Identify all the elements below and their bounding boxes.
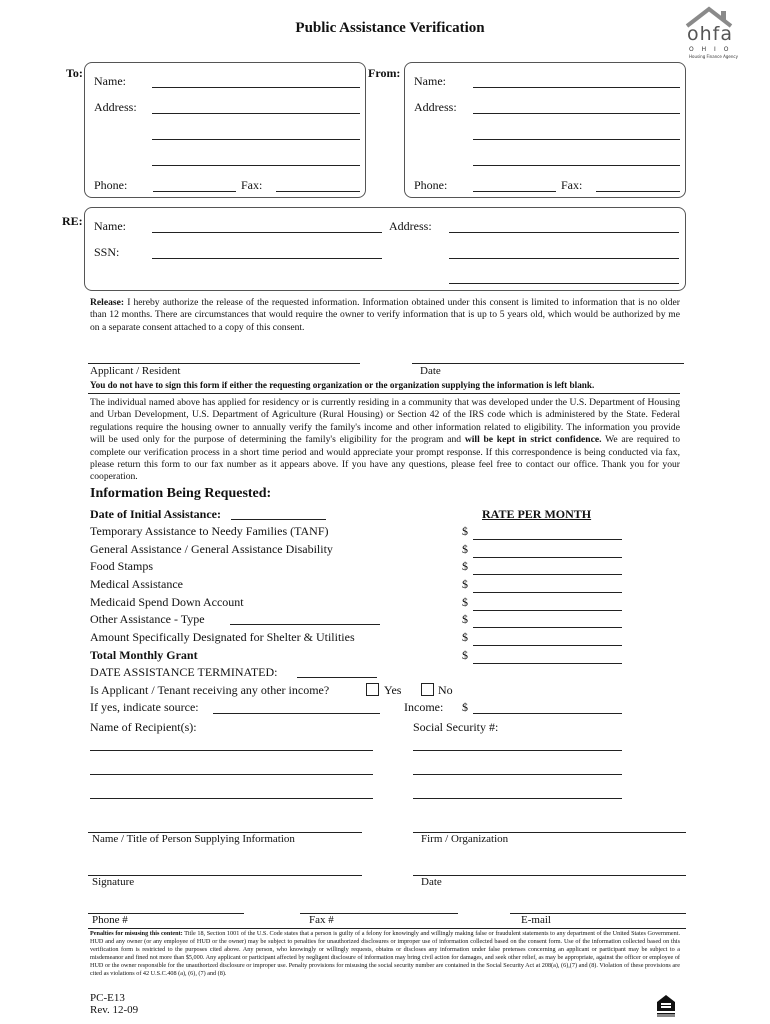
logo-agency: Housing Finance Agency [689, 54, 738, 59]
rate-field-other[interactable] [473, 627, 622, 628]
income-source-label: If yes, indicate source: [90, 700, 199, 714]
rate-dollar-1: $ [462, 524, 468, 538]
recipients-label: Name of Recipient(s): [90, 720, 197, 734]
applicant-signature-field[interactable] [88, 363, 360, 364]
to-fax-label: Fax: [241, 178, 263, 192]
applicant-date-field[interactable] [412, 363, 684, 364]
to-address-field-3[interactable] [152, 165, 360, 166]
re-address-field-2[interactable] [449, 258, 679, 259]
rate-header: RATE PER MONTH [482, 507, 592, 521]
re-address-field-3[interactable] [449, 283, 679, 284]
re-box [84, 207, 686, 291]
to-address-label: Address: [94, 100, 137, 114]
supplier-date-field[interactable] [413, 875, 686, 876]
intro-text-a: The individual named above has applied for residency or is currently residing in a community that was developed under the U.S. Department of Housing and Urban Development, U.S. Department of Agriculture (Rural Housing) or Section 42 of the IRS code which is administered by the State. Federal regulations require the housing owner to annually verify the family's income and other information related to eligibility. The information you provide will be used only for the purpose of determining the family's eligibility for the program and [90, 397, 680, 446]
info-heading: Information Being Requested: [90, 486, 272, 501]
supplier-fax-label: Fax # [309, 914, 334, 926]
to-name-label: Name: [94, 74, 126, 88]
rate-dollar-8: $ [462, 648, 468, 662]
rate-dollar-3: $ [462, 559, 468, 573]
rate-dollar-5: $ [462, 595, 468, 609]
recipient-ssn-field-1[interactable] [413, 750, 622, 751]
other-income-label: Is Applicant / Tenant receiving any other income? [90, 683, 330, 697]
release-paragraph [90, 297, 680, 334]
supplier-phone-label: Phone # [92, 914, 128, 926]
form-id: PC-E13 [90, 992, 125, 1004]
from-address-label: Address: [414, 100, 457, 114]
re-address-field-1[interactable] [449, 232, 679, 233]
rate-field-medical[interactable] [473, 592, 622, 593]
rate-dollar-4: $ [462, 577, 468, 591]
other-assistance-type-field[interactable] [230, 624, 380, 625]
supplier-signature-label: Signature [92, 876, 135, 888]
other-income-yes-checkbox[interactable] [366, 683, 379, 696]
intro-text-b: We are required to complete our verification process in a short time period and would appreciate your prompt response. If this correspondence is being conducted via fax, please return this form to our fax number as it appears above. If you have any questions, please feel free to contact our office. Thank you for your cooperation. [90, 434, 680, 483]
signature-notice: You do not have to sign this form if either the requesting organization or the organization supplying the information is left blank. [90, 380, 595, 390]
page-title: Public Assistance Verification [295, 20, 485, 36]
logo-state: O H I O [689, 46, 732, 53]
rate-dollar-6: $ [462, 612, 468, 626]
rate-field-general[interactable] [473, 557, 622, 558]
recipient-name-field-2[interactable] [90, 774, 373, 775]
release-label: Release: [90, 297, 125, 308]
from-fax-field[interactable] [596, 191, 680, 192]
other-income-no-checkbox[interactable] [421, 683, 434, 696]
date-terminated-field[interactable] [297, 677, 377, 678]
rate-field-food-stamps[interactable] [473, 574, 622, 575]
item-shelter-utilities: Amount Specifically Designated for Shelter & Utilities [90, 630, 355, 644]
from-address-field-2[interactable] [473, 139, 680, 140]
to-phone-label: Phone: [94, 178, 128, 192]
item-general-assistance: General Assistance / General Assistance Disability [90, 542, 333, 556]
notice-divider [88, 393, 680, 394]
supplier-email-label: E-mail [521, 914, 551, 926]
item-tanf: Temporary Assistance to Needy Families (TANF) [90, 524, 329, 538]
penalties-divider [88, 928, 686, 929]
intro-paragraph [90, 397, 680, 484]
item-medical-assistance: Medical Assistance [90, 577, 183, 591]
from-address-field-3[interactable] [473, 165, 680, 166]
date-initial-field[interactable] [231, 519, 326, 520]
penalties-paragraph [90, 930, 680, 979]
recipient-name-field-3[interactable] [90, 798, 373, 799]
date-terminated-label: DATE ASSISTANCE TERMINATED: [90, 665, 278, 679]
to-phone-field[interactable] [153, 191, 236, 192]
intro-text-bold: will be kept in strict confidence. [464, 434, 602, 446]
item-other-assistance: Other Assistance - Type [90, 612, 205, 626]
release-text: I hereby authorize the release of the requested information. Information obtained under this consent is limited to information that is no older than 12 months. There are circumstances that would require the owner to verify information that is up to 5 years old, which would be authorized by me on a separate consent attached to a copy of this consent. [90, 297, 680, 333]
applicant-label: Applicant / Resident [90, 365, 181, 377]
income-amount-label: Income: [404, 700, 444, 714]
from-label: From: [368, 66, 401, 80]
from-address-field-1[interactable] [473, 113, 680, 114]
other-income-no-label: No [438, 683, 453, 697]
form-revision: Rev. 12-09 [90, 1004, 139, 1016]
item-food-stamps: Food Stamps [90, 559, 154, 573]
re-label: RE: [62, 214, 83, 228]
re-ssn-field[interactable] [152, 258, 382, 259]
rate-dollar-2: $ [462, 542, 468, 556]
logo-wordmark: ohfa [687, 23, 733, 45]
rate-field-tanf[interactable] [473, 539, 622, 540]
re-ssn-label: SSN: [94, 245, 120, 259]
other-income-yes-label: Yes [384, 683, 402, 697]
to-label: To: [66, 66, 83, 80]
rate-dollar-7: $ [462, 630, 468, 644]
from-phone-label: Phone: [414, 178, 448, 192]
re-address-label: Address: [389, 219, 432, 233]
applicant-date-label: Date [420, 365, 441, 377]
income-source-field[interactable] [213, 713, 380, 714]
recipient-name-field-1[interactable] [90, 750, 373, 751]
supplier-firm-label: Firm / Organization [421, 833, 509, 845]
from-fax-label: Fax: [561, 178, 583, 192]
recipient-ssn-field-2[interactable] [413, 774, 622, 775]
rate-field-medicaid[interactable] [473, 610, 622, 611]
date-initial-label: Date of Initial Assistance: [90, 507, 221, 521]
from-phone-field[interactable] [473, 191, 556, 192]
item-total-monthly-grant: Total Monthly Grant [90, 648, 198, 662]
re-name-label: Name: [94, 219, 126, 233]
to-fax-field[interactable] [276, 191, 360, 192]
rate-field-shelter[interactable] [473, 645, 622, 646]
re-name-field[interactable] [152, 232, 382, 233]
to-address-field-1[interactable] [152, 113, 360, 114]
ohfa-logo [683, 6, 743, 62]
from-name-field[interactable] [473, 87, 680, 88]
item-medicaid-spend-down: Medicaid Spend Down Account [90, 595, 244, 609]
income-dollar: $ [462, 700, 468, 714]
recipient-ssn-field-3[interactable] [413, 798, 622, 799]
supplier-date-label: Date [421, 876, 442, 888]
to-name-field[interactable] [152, 87, 360, 88]
supplier-name-label: Name / Title of Person Supplying Information [92, 833, 295, 845]
penalties-text: Title 18, Section 1001 of the U.S. Code states that a person is guilty of a felony for knowingly and willingly making false or fraudulent statements to any department of the United States Government. HUD and any owner (or any employee of HUD or the owner) may be subject to penalties for unauthorized disclosures or improper use of information collected based on the consent form. Use of the information collected based on this verification form is restricted to the purposes cited above. Any person, who knowingly or willingly requests, obtains or discloses any information under false pretenses concerning an applicant or participant may be subject to a misdemeanor and fined not more than $5,000. Any applicant or participant affected by negligent disclosure of information may bring civil action for damages, and seek other relief, as may be appropriate, against the officer or employee of HUD or the owner responsible for the unauthorized disclosure or improper use. Penalty provisions for misusing the social security number are contained in the Social Security Act at 208(a), (6),(7) and (8). Violation of these provisions are cited as violations of 42 U.S.C.408 (a), (6), (7) and (8). [90, 930, 680, 978]
penalties-label: Penalties for misusing this content: [90, 930, 183, 937]
recipient-ssn-label: Social Security #: [413, 720, 499, 734]
to-address-field-2[interactable] [152, 139, 360, 140]
equal-housing-opportunity-icon [655, 993, 677, 1017]
from-name-label: Name: [414, 74, 446, 88]
income-amount-field[interactable] [473, 713, 622, 714]
rate-field-total[interactable] [473, 663, 622, 664]
